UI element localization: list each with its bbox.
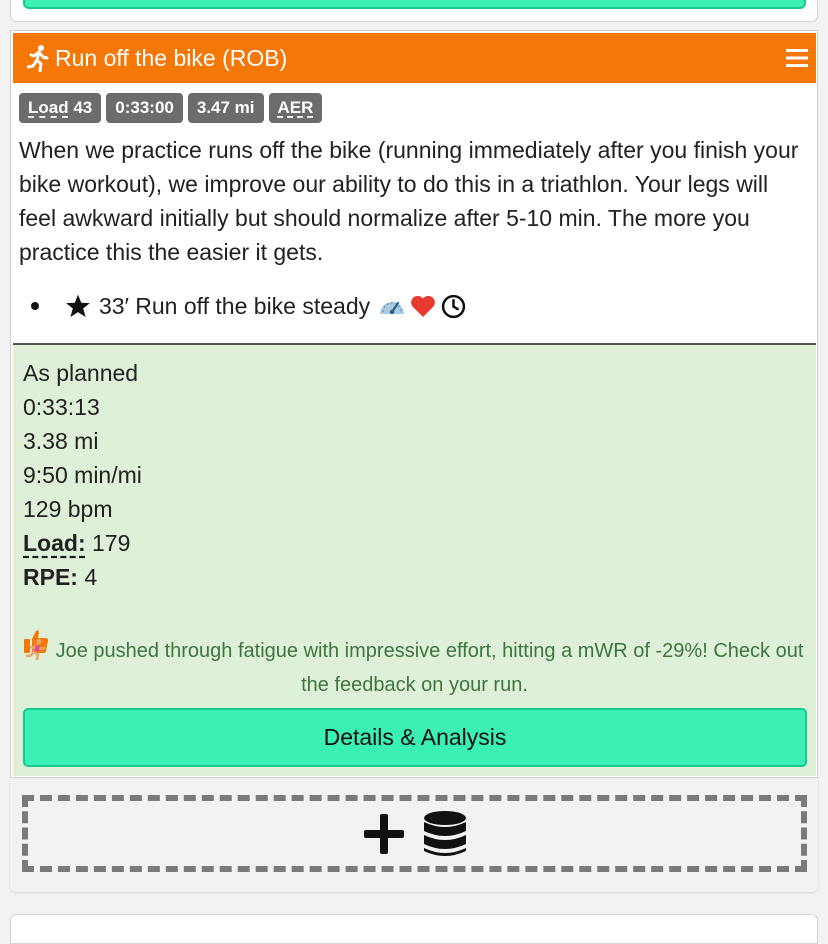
previous-card-button[interactable] — [23, 0, 806, 9]
result-rpe — [23, 560, 97, 594]
star-icon — [65, 293, 91, 319]
workout-tags — [19, 93, 322, 123]
next-card — [10, 914, 818, 944]
zone-abbr: AER — [277, 98, 314, 117]
distance-tag: 3.47 mi — [188, 93, 264, 123]
bullet — [31, 302, 39, 310]
menu-icon[interactable] — [786, 48, 808, 68]
result-load-label: Load: — [23, 530, 86, 556]
zone-tag — [269, 93, 323, 123]
heart-icon — [410, 294, 436, 318]
runner-emoji-icon — [26, 638, 48, 660]
add-panel — [10, 780, 818, 892]
database-icon[interactable] — [423, 810, 467, 858]
previous-card — [10, 0, 818, 22]
gauge-icon — [378, 294, 406, 318]
result-load — [23, 526, 130, 560]
load-abbr: Load — [28, 98, 69, 117]
workout-step — [31, 289, 466, 323]
run-icon — [27, 44, 49, 72]
result-pace: 9:50 min/mi — [23, 462, 142, 488]
result-duration: 0:33:13 — [23, 394, 100, 420]
workout-card — [10, 30, 818, 778]
plus-icon[interactable] — [363, 813, 405, 855]
step-label: 33′ Run off the bike steady — [99, 292, 371, 319]
load-tag — [19, 93, 101, 123]
workout-title: Run off the bike (ROB) — [55, 44, 288, 71]
result-status: As planned — [23, 360, 139, 386]
workout-header[interactable] — [13, 33, 816, 83]
workout-description: When we practice runs off the bike (running immediately after you finish your bike workout), we improve our ability to do this in a triathlon. Your legs will feel awkward initially but should normalize after 5-10 min. The more you practice this the easier it gets. — [19, 137, 799, 265]
result-rpe-label: RPE: — [23, 564, 78, 590]
result-distance: 3.38 mi — [23, 428, 99, 454]
add-workout-dropzone[interactable] — [22, 795, 807, 872]
clock-icon — [441, 294, 466, 319]
feedback-message — [23, 634, 806, 702]
details-analysis-button[interactable]: Details & Analysis — [23, 708, 807, 767]
result-heart-rate: 129 bpm — [23, 496, 113, 522]
load-tag-value: 43 — [73, 98, 93, 117]
result-rpe-value: 4 — [77, 564, 98, 590]
feedback-text: Joe pushed through fatigue with impressive effort, hitting a mWR of -29%! Check out the feedback on your run. — [55, 640, 804, 696]
workout-result — [13, 343, 816, 776]
duration-tag: 0:33:00 — [106, 93, 183, 123]
result-load-value: 179 — [85, 530, 131, 556]
